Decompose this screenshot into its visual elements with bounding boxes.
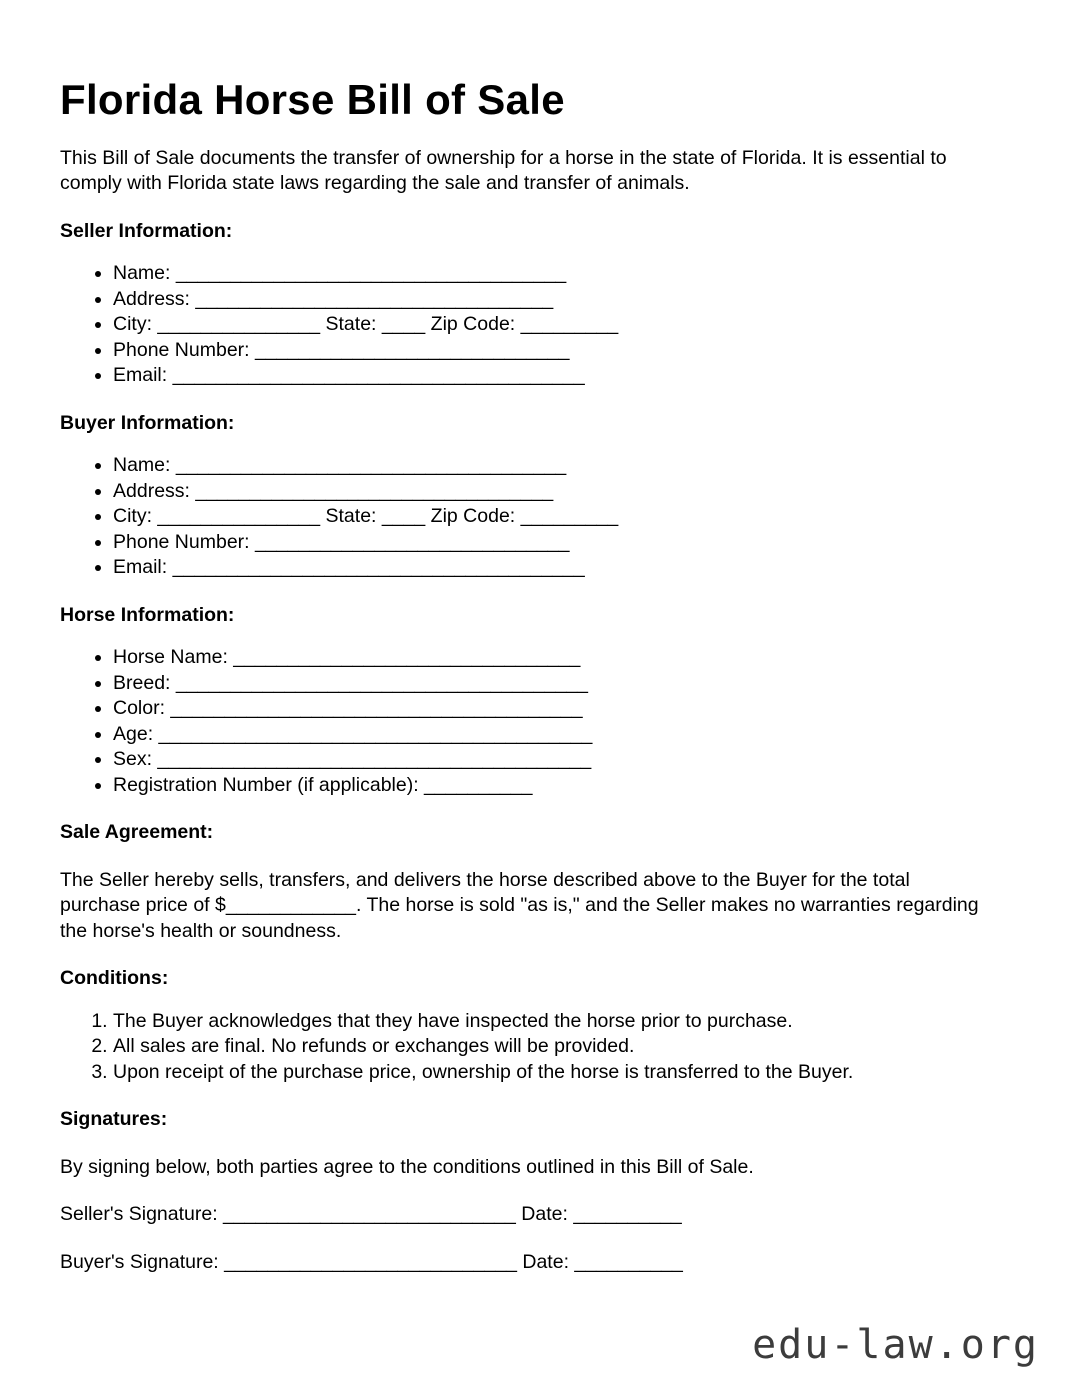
condition-item-3: 3. Upon receipt of the purchase price, ownership of the horse is transferred to the Buyer. <box>113 1060 958 1086</box>
horse-information-list <box>60 645 958 798</box>
horse-age-field: • Age: ________________________________________ <box>113 722 958 748</box>
seller-name-field: • Name: ____________________________________ <box>113 261 958 287</box>
horse-breed-field: • Breed: ______________________________________ <box>113 671 958 697</box>
horse-registration-number-field: • Registration Number (if applicable): __________ <box>113 773 958 799</box>
condition-item-1: 1. The Buyer acknowledges that they have inspected the horse prior to purchase. <box>113 1009 958 1035</box>
sale-agreement-heading: Sale Agreement: <box>60 821 214 844</box>
conditions-heading: Conditions: <box>60 967 169 990</box>
buyer-address-field: • Address: _________________________________ <box>113 479 958 505</box>
buyer-phone-field: • Phone Number: _____________________________ <box>113 530 958 556</box>
seller-information-list <box>60 261 958 389</box>
sale-agreement-paragraph: The Seller hereby sells, transfers, and delivers the horse described above to the Buyer for the total purchase price of $____________. The horse is sold "as is," and the Seller makes no warranties regarding the horse's health or soundness. <box>60 868 979 942</box>
horse-color-field: • Color: ______________________________________ <box>113 696 958 722</box>
buyer-information-list <box>60 453 958 581</box>
horse-information-heading: Horse Information: <box>60 603 235 626</box>
buyer-information-heading: Buyer Information: <box>60 411 235 434</box>
edu-law-watermark: edu-law.org <box>752 1322 1039 1368</box>
horse-name-field: • Horse Name: ________________________________ <box>113 645 958 671</box>
page-title: Florida Horse Bill of Sale <box>60 76 565 123</box>
seller-signature-line: Seller's Signature: ___________________________ Date: __________ <box>60 1203 682 1226</box>
intro-paragraph: This Bill of Sale documents the transfer of ownership for a horse in the state of Florida. It is essential to comply with Florida state laws regarding the sale and transfer of animals. <box>60 146 947 195</box>
seller-address-field: • Address: _________________________________ <box>113 287 958 313</box>
buyer-city-state-zip-field: • City: _______________ State: ____ Zip Code: _________ <box>113 504 958 530</box>
seller-city-state-zip-field: • City: _______________ State: ____ Zip Code: _________ <box>113 312 958 338</box>
seller-email-field: • Email: ______________________________________ <box>113 363 958 389</box>
seller-phone-field: • Phone Number: _____________________________ <box>113 338 958 364</box>
seller-information-heading: Seller Information: <box>60 219 233 242</box>
buyer-email-field: • Email: ______________________________________ <box>113 555 958 581</box>
horse-sex-field: • Sex: ________________________________________ <box>113 747 958 773</box>
condition-item-2: 2. All sales are final. No refunds or exchanges will be provided. <box>113 1034 958 1060</box>
signatures-intro-paragraph: By signing below, both parties agree to the conditions outlined in this Bill of Sale. <box>60 1155 754 1178</box>
signatures-heading: Signatures: <box>60 1108 168 1131</box>
buyer-name-field: • Name: ____________________________________ <box>113 453 958 479</box>
buyer-signature-line: Buyer's Signature: ___________________________ Date: __________ <box>60 1250 683 1273</box>
conditions-list <box>60 1009 958 1086</box>
